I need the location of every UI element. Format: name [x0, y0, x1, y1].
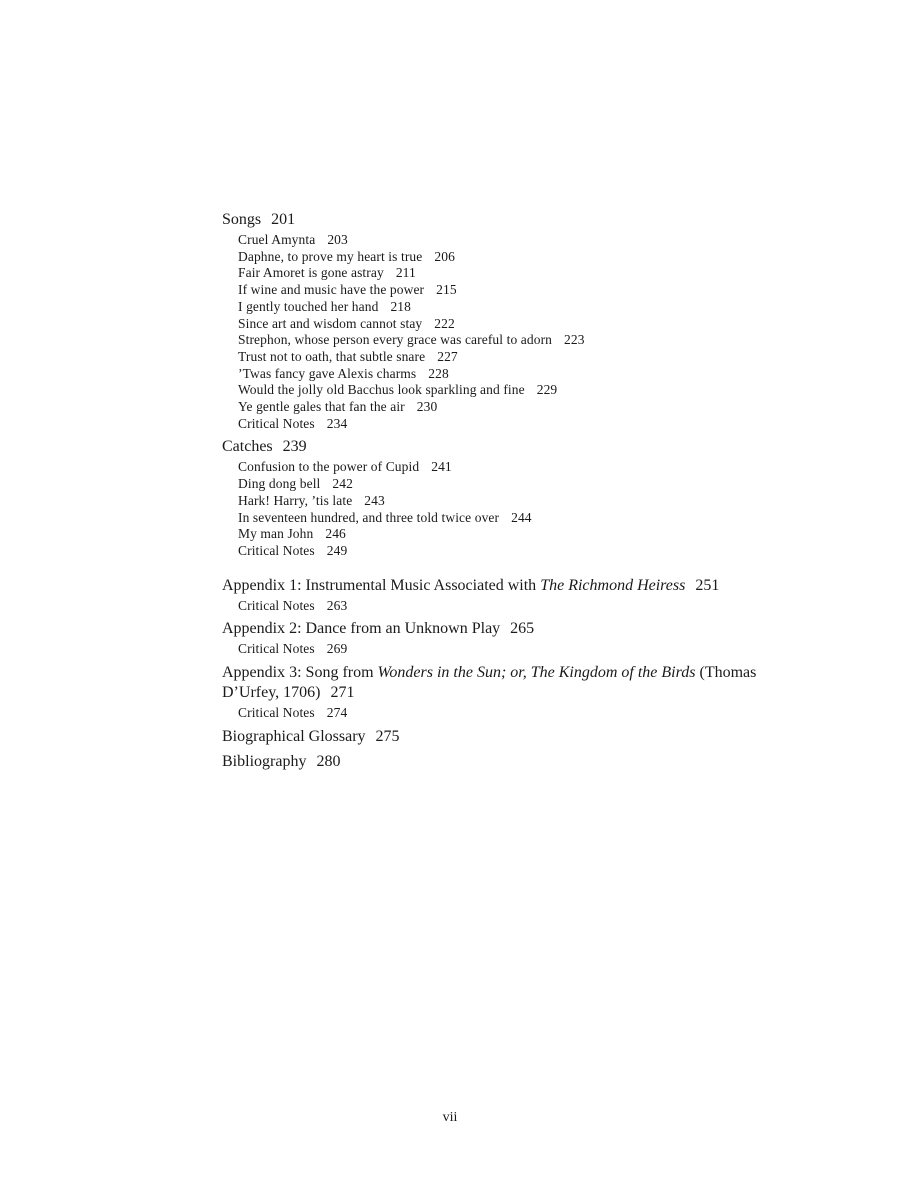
toc-page-number: 206 [434, 248, 455, 264]
toc-entry [238, 332, 762, 349]
toc-page-number: 275 [375, 727, 400, 745]
toc-page-number: 280 [316, 752, 341, 770]
toc-section-title-italic: Wonders in the Sun; or, The Kingdom of the Birds [377, 664, 696, 682]
toc-page-number: 263 [326, 597, 348, 613]
toc-entry-title: Critical Notes [238, 542, 315, 558]
toc-entry-title: In seventeen hundred, and three told twice over [238, 509, 500, 525]
toc-entry-title: Ding dong bell [238, 476, 321, 492]
toc-section-heading [222, 437, 762, 457]
toc-entry [238, 416, 762, 433]
toc-entry-title: Strephon, whose person every grace was careful to adorn [238, 332, 553, 348]
toc-section-heading [222, 576, 762, 596]
toc-page-number: 229 [536, 382, 558, 398]
toc-section-heading [222, 663, 762, 703]
toc-entry-list [238, 459, 762, 559]
toc-entry [238, 493, 762, 510]
toc-section-catches [222, 437, 762, 559]
toc-entry [238, 526, 762, 543]
toc-entry [238, 382, 762, 399]
toc-entry-title: Critical Notes [238, 641, 315, 657]
toc-entry-list [238, 705, 762, 722]
toc-page-number: 215 [436, 282, 457, 298]
toc-entry-title: Daphne, to prove my heart is true [238, 248, 423, 264]
toc-entry-title: My man John [238, 526, 314, 542]
toc-section-title: Songs [222, 211, 262, 228]
toc-page-number: 230 [416, 399, 438, 415]
toc-page-number: 218 [390, 298, 412, 314]
toc-entry-title: Critical Notes [238, 597, 315, 613]
toc-entry-list [238, 598, 762, 615]
toc-entry [238, 282, 762, 299]
toc-section-title-italic: The Richmond Heiress [540, 576, 686, 594]
toc-entry-title: Critical Notes [238, 415, 315, 431]
toc-page-number: 211 [395, 265, 416, 281]
toc-section-heading [222, 727, 762, 747]
toc-entry [238, 399, 762, 416]
toc-entry [238, 349, 762, 366]
toc-section-appendix-1 [222, 576, 762, 615]
toc-entry [238, 459, 762, 476]
toc-page-number: 201 [271, 211, 296, 228]
toc-entry [238, 476, 762, 493]
toc-page-number: 234 [326, 415, 348, 431]
toc-page-number: 222 [434, 315, 455, 331]
toc-entry-title: Since art and wisdom cannot stay [238, 315, 423, 331]
toc-section-title [222, 664, 756, 701]
toc-section-title [222, 577, 685, 594]
toc-section-heading [222, 619, 762, 639]
toc-section-title: Biographical Glossary [222, 727, 366, 745]
toc-page-number: 269 [326, 641, 348, 657]
toc-entry-list [238, 641, 762, 658]
toc-section-songs [222, 210, 762, 432]
toc-entry [238, 316, 762, 333]
toc-section-title-prefix: Appendix 3: Song from [222, 664, 378, 682]
toc-section-heading [222, 210, 762, 230]
toc-entry [238, 265, 762, 282]
toc-page-number: 242 [332, 476, 353, 492]
toc-entry [238, 705, 762, 722]
toc-section-glossary [222, 727, 762, 747]
toc-entry [238, 366, 762, 383]
toc-section-title-suffix: (Thomas D’Urfey, 1706) [222, 664, 757, 702]
toc-entry [238, 543, 762, 560]
toc-entry-title: I gently touched her hand [238, 298, 379, 314]
toc-section-bibliography [222, 752, 762, 772]
toc-entry [238, 598, 762, 615]
toc-entry [238, 641, 762, 658]
toc-entry-title: Confusion to the power of Cupid [238, 459, 420, 475]
toc-entry [238, 299, 762, 316]
toc-entry [238, 249, 762, 266]
toc-entry-title: Fair Amoret is gone astray [238, 265, 384, 281]
toc-entry-title: Cruel Amynta [238, 232, 316, 247]
toc-page-number: 249 [326, 542, 348, 558]
toc-entry-title: Hark! Harry, ’tis late [238, 492, 353, 508]
toc-section-title: Bibliography [222, 752, 307, 770]
toc-page-number: 223 [564, 332, 585, 348]
toc-entry [238, 510, 762, 527]
toc-page-number: 265 [510, 620, 535, 638]
toc-page-number: 239 [282, 438, 307, 456]
toc-page-number: 241 [431, 459, 452, 475]
toc-section-title: Appendix 2: Dance from an Unknown Play [222, 620, 501, 638]
toc-entry-title: ’Twas fancy gave Alexis charms [238, 365, 417, 381]
toc-section-heading [222, 752, 762, 772]
toc-section-appendix-2 [222, 619, 762, 658]
toc-page-number: 246 [325, 526, 346, 542]
toc-entry-title: Would the jolly old Bacchus look sparkling and fine [238, 382, 525, 398]
toc-entry-title: Trust not to oath, that subtle snare [238, 348, 426, 364]
toc-page-number: 243 [364, 492, 385, 508]
toc-page-number: 251 [695, 576, 720, 594]
toc-section-appendix-3 [222, 663, 762, 722]
toc-entry-title: If wine and music have the power [238, 282, 425, 298]
toc-entry [238, 232, 762, 249]
toc-page-number: 244 [511, 509, 532, 525]
page-number-footer: vii [442, 1110, 458, 1125]
toc-page-number: 274 [326, 705, 348, 721]
toc-entry-title: Critical Notes [238, 705, 315, 721]
toc-page-number: 203 [327, 232, 348, 247]
toc-section-title: Catches [222, 438, 273, 456]
toc-entry-title: Ye gentle gales that fan the air [238, 399, 405, 415]
toc-page-number: 227 [437, 348, 458, 364]
toc-page-number: 228 [428, 365, 449, 381]
toc-entry-list [238, 232, 762, 432]
toc-section-title-prefix: Appendix 1: Instrumental Music Associated with [222, 576, 541, 594]
toc-page-number: 271 [330, 684, 355, 702]
table-of-contents [222, 210, 762, 772]
